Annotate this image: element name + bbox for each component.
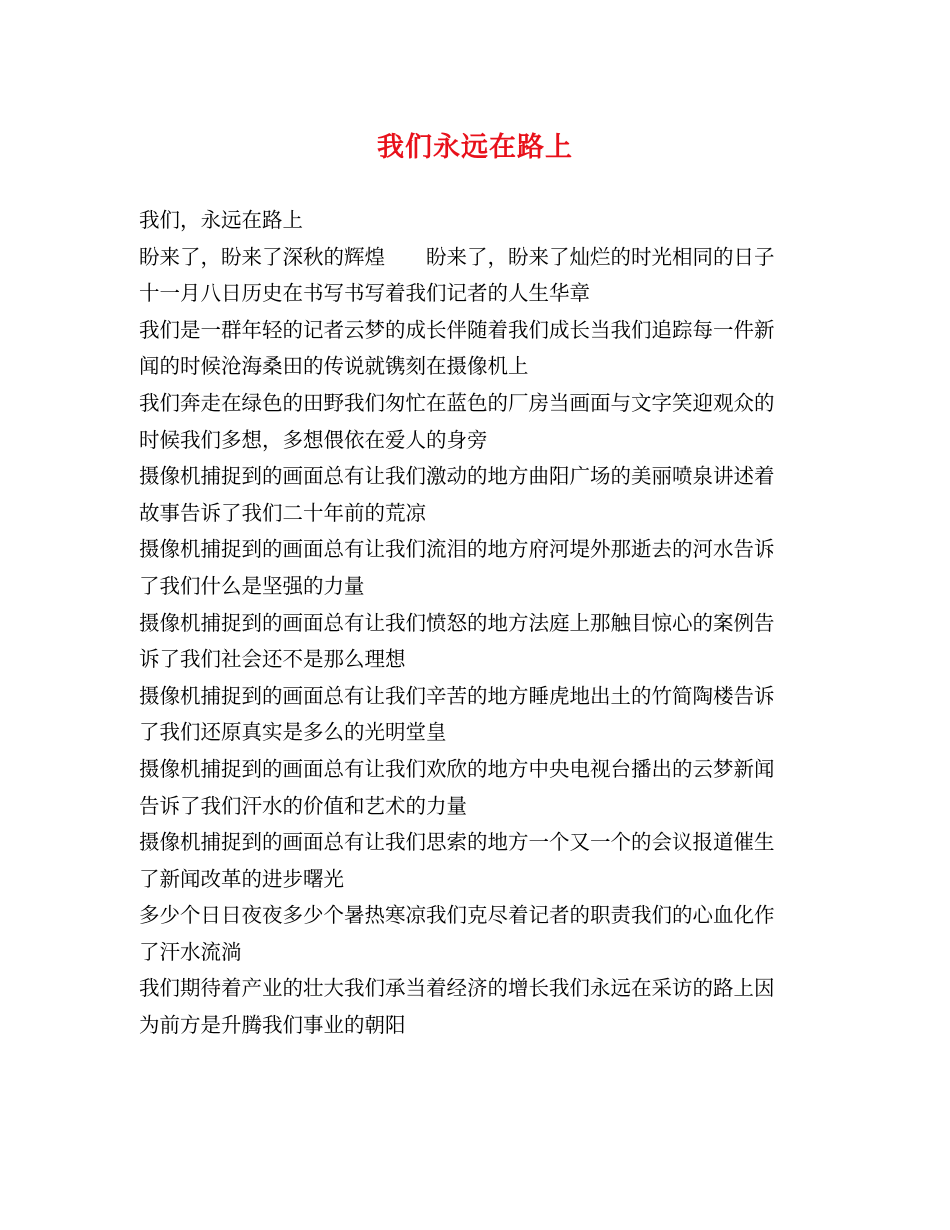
text-line: 故事告诉了我们二十年前的荒凉 bbox=[139, 500, 426, 525]
text-line: 我们期待着产业的壮大我们承当着经济的增长我们永远在采访的路上因 bbox=[139, 976, 775, 1001]
text-line: 摄像机捕捉到的画面总有让我们思索的地方一个又一个的会议报道催生 bbox=[139, 830, 775, 855]
text-line: 盼来了，盼来了深秋的辉煌 盼来了，盼来了灿烂的时光相同的日子 bbox=[139, 244, 775, 269]
document-body bbox=[139, 202, 815, 1044]
document-title: 我们永远在路上 bbox=[377, 132, 573, 163]
text-line: 了新闻改革的进步曙光 bbox=[139, 866, 344, 891]
text-line: 为前方是升腾我们事业的朝阳 bbox=[139, 1013, 406, 1038]
text-line: 了我们还原真实是多么的光明堂皇 bbox=[139, 720, 447, 745]
text-line: 我们奔走在绿色的田野我们匆忙在蓝色的厂房当画面与文字笑迎观众的 bbox=[139, 390, 775, 415]
text-line: 摄像机捕捉到的画面总有让我们愤怒的地方法庭上那触目惊心的案例告 bbox=[139, 610, 775, 635]
text-line: 诉了我们社会还不是那么理想 bbox=[139, 647, 406, 672]
text-line: 摄像机捕捉到的画面总有让我们激动的地方曲阳广场的美丽喷泉讲述着 bbox=[139, 464, 775, 489]
text-line: 摄像机捕捉到的画面总有让我们欢欣的地方中央电视台播出的云梦新闻 bbox=[139, 756, 775, 781]
text-line: 了我们什么是坚强的力量 bbox=[139, 573, 365, 598]
text-line: 摄像机捕捉到的画面总有让我们流泪的地方府河堤外那逝去的河水告诉 bbox=[139, 537, 775, 562]
text-line: 我们是一群年轻的记者云梦的成长伴随着我们成长当我们追踪每一件新 bbox=[139, 317, 775, 342]
text-line: 时候我们多想，多想偎依在爱人的身旁 bbox=[139, 427, 488, 452]
text-line: 多少个日日夜夜多少个暑热寒凉我们克尽着记者的职责我们的心血化作 bbox=[139, 903, 775, 928]
text-line: 了汗水流淌 bbox=[139, 939, 242, 964]
text-line: 告诉了我们汗水的价值和艺术的力量 bbox=[139, 793, 467, 818]
text-line: 闻的时候沧海桑田的传说就镌刻在摄像机上 bbox=[139, 354, 529, 379]
text-line: 我们，永远在路上 bbox=[139, 208, 303, 232]
text-line: 摄像机捕捉到的画面总有让我们辛苦的地方睡虎地出土的竹简陶楼告诉 bbox=[139, 683, 775, 708]
text-line: 十一月八日历史在书写书写着我们记者的人生华章 bbox=[139, 281, 590, 306]
